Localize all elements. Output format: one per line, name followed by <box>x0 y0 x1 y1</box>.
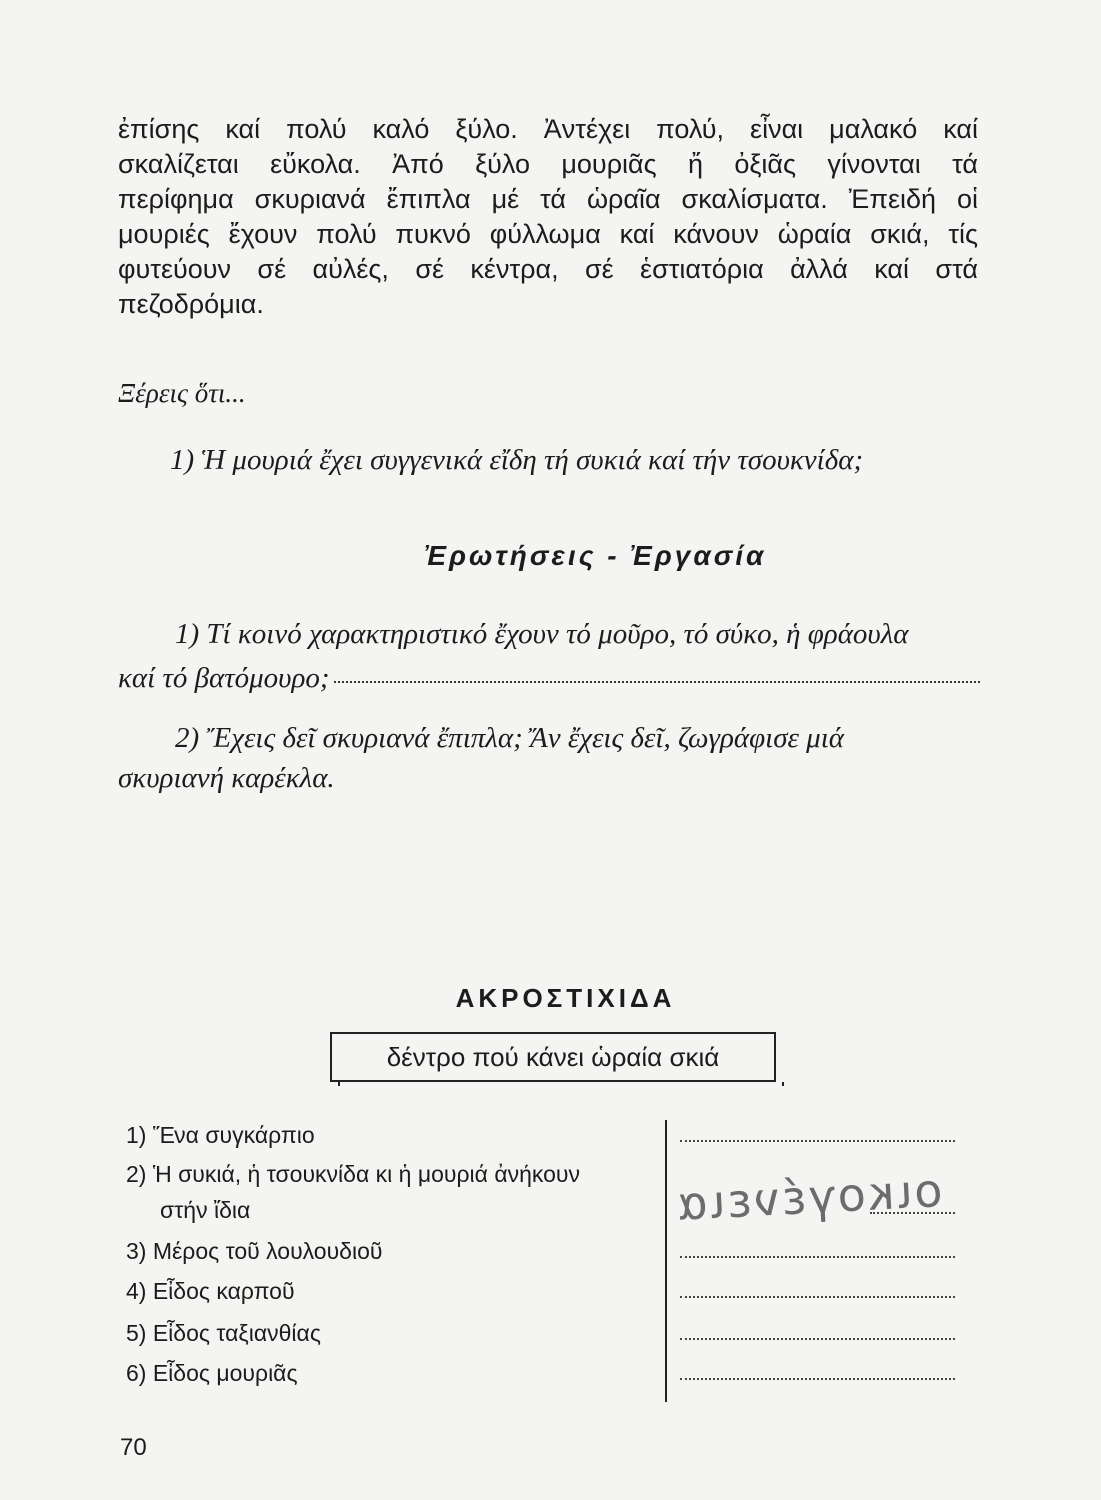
acrostic-box-divider <box>338 1082 784 1086</box>
handwritten-answer: οικογένεια <box>673 1163 944 1231</box>
paragraph-line: μουριές ἔχουν πολύ πυκνό φύλλωμα καί κάνουν ὡραία σκιά, τίς <box>118 219 978 249</box>
exercises-heading: Ἐρωτήσεις - Ἐργασία <box>424 540 767 571</box>
page-number: 70 <box>120 1434 147 1461</box>
exercise-question-2: 2) Ἔχεις δεῖ σκυριανά ἔπιπλα; Ἄν ἔχεις δεῖ, ζωγράφισε μιά <box>175 722 845 754</box>
acrostic-vertical-line <box>665 1120 667 1402</box>
exercise-question-1-text: καί τό βατόμουρο; <box>118 662 330 694</box>
exercise-question-2-continued: σκυριανή καρέκλα. <box>118 762 335 794</box>
acrostic-key-box <box>330 1032 776 1082</box>
acrostic-answer-line-1[interactable] <box>680 1140 955 1142</box>
acrostic-answer-line-5[interactable] <box>680 1338 955 1340</box>
acrostic-answer-line-6[interactable] <box>680 1378 955 1380</box>
acrostic-clue-5: 5) Εἶδος ταξιανθίας <box>126 1320 321 1346</box>
exercise-question-1-continued <box>118 662 980 695</box>
acrostic-clue-2-continued: στήν ἴδια <box>160 1197 251 1223</box>
exercise-question-1: 1) Τί κοινό χαρακτηριστικό ἔχουν τό μοῦρο, τό σύκο, ἡ φράουλα <box>175 618 909 650</box>
acrostic-answer-line-3[interactable] <box>680 1256 955 1258</box>
paragraph-line: φυτεύουν σέ αὐλές, σέ κέντρα, σέ ἑστιατόρια ἀλλά καί στά <box>118 254 978 284</box>
body-paragraph <box>118 112 978 322</box>
acrostic-title: ΑΚΡΟΣΤΙΧΙΔΑ <box>455 983 676 1013</box>
acrostic-answer-line-4[interactable] <box>680 1296 955 1298</box>
acrostic-key-text: δέντρο πού κάνει ὡραία σκιά <box>386 1041 720 1072</box>
answer-dotted-line[interactable] <box>334 681 980 683</box>
acrostic-clue-2: 2) Ἡ συκιά, ἡ τσουκνίδα κι ἡ μουριά ἀνήκουν <box>126 1161 581 1187</box>
did-you-know-heading: Ξέρεις ὅτι... <box>118 378 246 408</box>
acrostic-clue-3: 3) Μέρος τοῦ λουλουδιοῦ <box>126 1238 383 1264</box>
paragraph-line: περίφημα σκυριανά ἔπιπλα μέ τά ὡραῖα σκαλίσματα. Ἐπειδή οἱ <box>118 184 978 214</box>
acrostic-clue-1: 1) Ἕνα συγκάρπιο <box>126 1122 315 1148</box>
paragraph-line: σκαλίζεται εὔκολα. Ἀπό ξύλο μουριᾶς ἤ ὀξιᾶς γίνονται τά <box>118 149 978 179</box>
paragraph-line: πεζοδρόμια. <box>118 289 264 319</box>
acrostic-clue-4: 4) Εἶδος καρποῦ <box>126 1278 295 1304</box>
did-you-know-item: 1) Ἡ μουριά ἔχει συγγενικά εἴδη τή συκιά καί τήν τσουκνίδα; <box>170 444 864 476</box>
acrostic-clue-6: 6) Εἶδος μουριᾶς <box>126 1360 298 1386</box>
paragraph-line: ἐπίσης καί πολύ καλό ξύλο. Ἀντέχει πολύ, εἶναι μαλακό καί <box>118 114 978 144</box>
